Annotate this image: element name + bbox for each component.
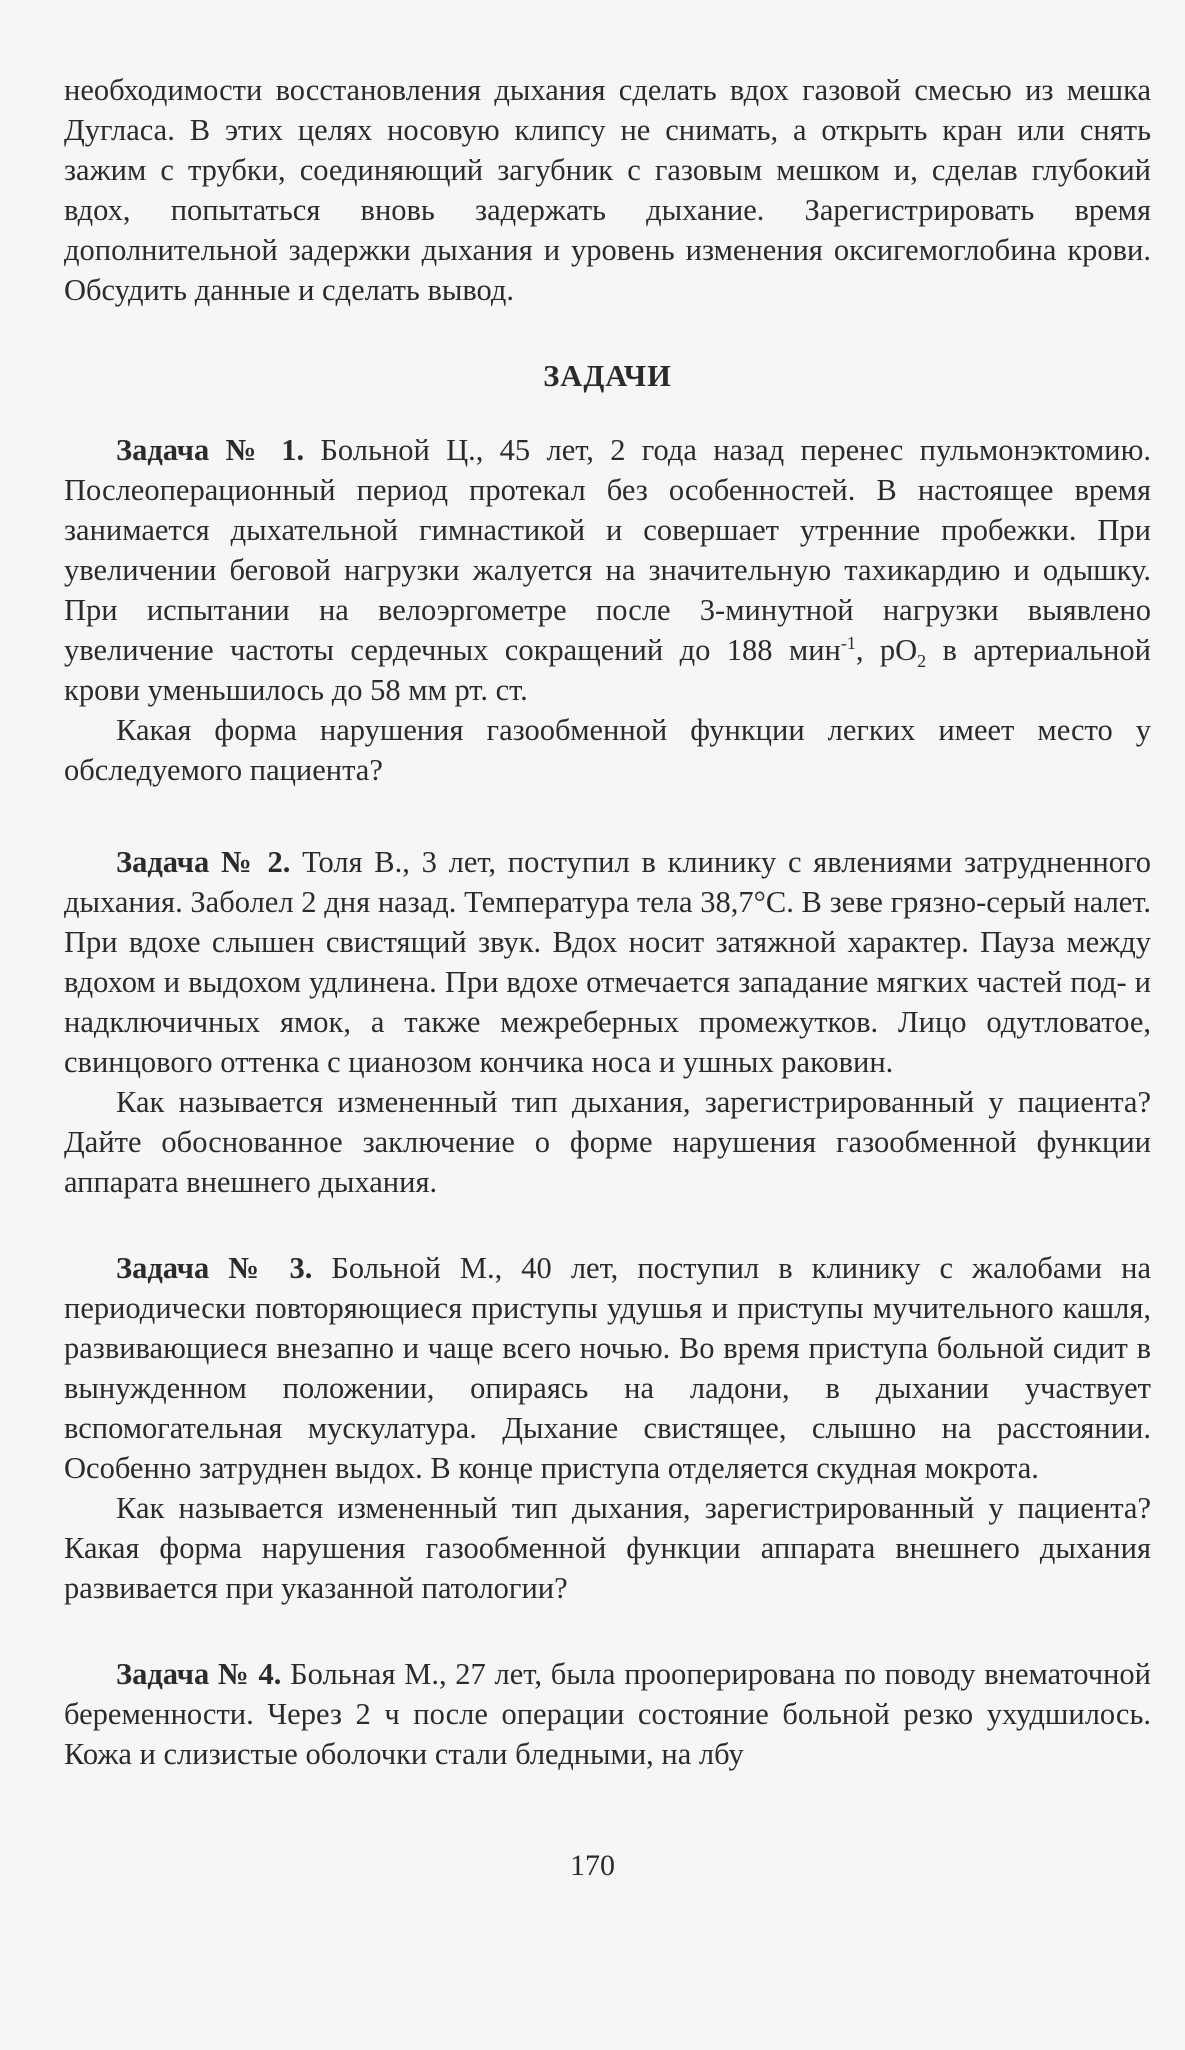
task-3-label: Задача № 3. <box>116 1251 313 1285</box>
task-1-question: Какая форма нарушения газообменной функции легких имеет место у обследуемого пациента? <box>64 713 1151 787</box>
task-1-superscript: -1 <box>840 632 856 653</box>
task-1-label: Задача № 1. <box>116 433 305 467</box>
task-1-paragraph <box>64 430 1151 710</box>
spacer <box>64 1608 1151 1654</box>
intro-paragraph: необходимости восстановления дыхания сделать вдох газовой смесью из мешка Дугласа. В этих целях носовую клипсу не снимать, а открыть кран или снять зажим с трубки, соединяющий загубник с газовым мешком и, сделав глубокий вдох, попытаться вновь задержать дыхание. Зарегистрировать время дополнительной задержки дыхания и уровень изменения оксигемоглобина крови. Обсудить данные и сделать вывод. <box>64 73 1151 307</box>
task-4-label: Задача № 4. <box>116 1657 282 1691</box>
task-1-text-b: , рO <box>855 633 918 667</box>
task-3-paragraph <box>64 1248 1151 1488</box>
task-2-label: Задача № 2. <box>116 845 291 879</box>
task-4-paragraph <box>64 1654 1151 1774</box>
task-2-text: Толя В., 3 лет, поступил в клинику с явлениями затрудненного дыхания. Заболел 2 дня назад. Температура тела 38,7°С. В зеве грязно-серый налет. При вдохе слышен свистящий звук. Вдох носит затяжной характер. Пауза между вдохом и выдохом удлинена. При вдохе отмечается западание мягких частей под- и надключичных ямок, а также межреберных промежутков. Лицо одутловатое, свинцового оттенка с цианозом кончика носа и ушных раковин. <box>64 845 1152 1079</box>
page-number: 170 <box>570 1849 615 1882</box>
spacer <box>64 790 1151 842</box>
task-1-subscript: 2 <box>917 651 927 672</box>
task-2-question: Как называется измененный тип дыхания, зарегистрированный у пациента? Дайте обоснованное заключение о форме нарушения газообменной функции аппарата внешнего дыхания. <box>64 1085 1151 1199</box>
task-1-text-a: Больной Ц., 45 лет, 2 года назад перенес пульмонэктомию. Послеоперационный период протекал без особенностей. В настоящее время занимается дыхательной гимнастикой и совершает утренние пробежки. При увеличении беговой нагрузки жалуется на значительную тахикардию и одышку. При испытании на велоэргометре после 3-минутной нагрузки выявлено увеличение частоты сердечных сокращений до 188 мин <box>64 433 1151 667</box>
task-3-question: Как называется измененный тип дыхания, зарегистрированный у пациента? Какая форма нарушения газообменной функции аппарата внешнего дыхания развивается при указанной патологии? <box>64 1491 1151 1605</box>
task-3-text: Больной М., 40 лет, поступил в клинику с жалобами на периодически повторяющиеся приступы удушья и приступы мучительного кашля, развивающиеся внезапно и чаще всего ночью. Во время приступа больной сидит в вынужденном положении, опираясь на ладони, в дыхании участвует вспомогательная мускулатура. Дыхание свистящее, слышно на расстоянии. Особенно затруднен выдох. В конце приступа отделяется скудная мокрота. <box>64 1251 1151 1485</box>
task-2-paragraph <box>64 842 1151 1082</box>
section-heading: ЗАДАЧИ <box>543 359 672 393</box>
spacer <box>64 1202 1151 1248</box>
task-1-text-c: в артериальной крови уменьшилось до 58 мм рт. ст. <box>64 633 1152 707</box>
task-4-text: Больная М., 27 лет, была прооперирована по поводу внематочной беременности. Через 2 ч после операции состояние больной резко ухудшилось. Кожа и слизистые оболочки стали бледными, на лбу <box>64 1657 1151 1771</box>
